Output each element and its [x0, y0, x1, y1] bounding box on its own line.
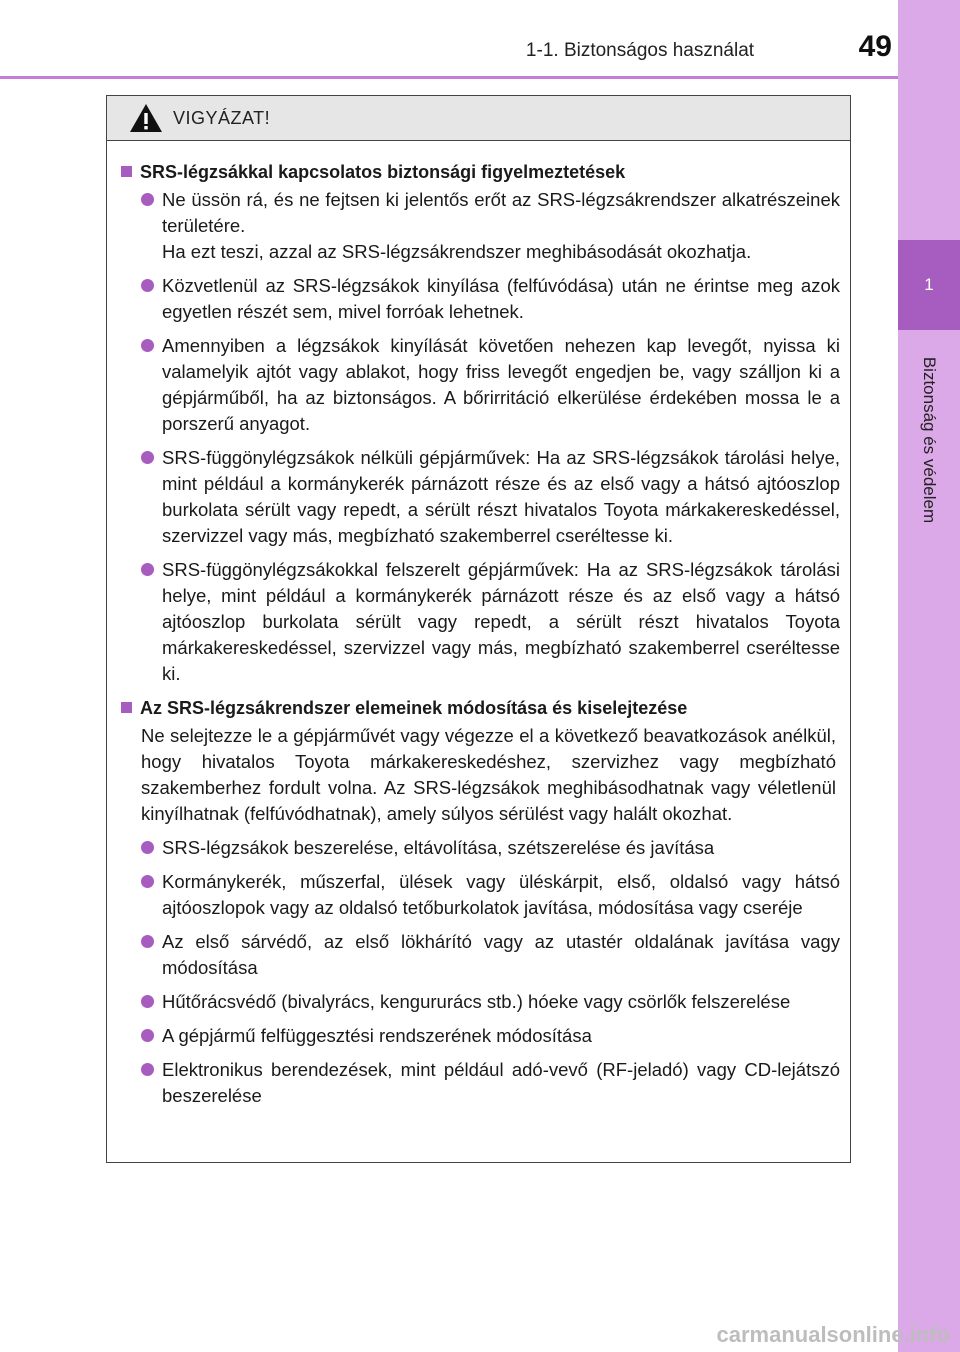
page-number: 49	[858, 30, 892, 63]
square-bullet-icon	[121, 166, 132, 177]
list-item-text	[162, 989, 840, 1015]
list-item-text	[162, 445, 840, 549]
list-item	[141, 445, 840, 549]
round-bullet-icon	[141, 841, 154, 854]
chapter-side-tab	[898, 0, 960, 1352]
round-bullet-icon	[141, 563, 154, 576]
round-bullet-icon	[141, 995, 154, 1008]
list-item-line: SRS-függönylégzsákok nélküli gépjárművek: Ha az SRS-légzsákok tárolási helye, mint például a kormánykerék párnázott része és az első vagy a hátsó ajtóoszlop burkolata sérült vagy repedt, a sérült részt hivatalos Toyota márkakereskedéssel, szervizzel vagy más, megbízható szakemberrel cseréltesse ki.	[162, 447, 840, 546]
round-bullet-icon	[141, 339, 154, 352]
section-heading	[121, 695, 840, 721]
list-item	[141, 187, 840, 265]
round-bullet-icon	[141, 1029, 154, 1042]
header-rule	[0, 76, 898, 79]
list-item-text	[162, 835, 840, 861]
list-item-line: Közvetlenül az SRS-légzsákok kinyílása (felfúvódása) után ne érintse meg azok egyetlen részét sem, mivel forróak lehetnek.	[162, 275, 840, 322]
list-item-line: SRS-függönylégzsákokkal felszerelt gépjárművek: Ha az SRS-légzsákok tárolási helye, mint például a kormánykerék párnázott része és az első vagy a hátsó ajtóoszlop burkolata sérült vagy repedt, a sérült részt hivatalos Toyota márkakereskedéssel, szervizzel vagy más, megbízható szakemberrel cseréltesse ki.	[162, 559, 840, 684]
list-item-line: Amennyiben a légzsákok kinyílását követően nehezen kap levegőt, nyissa ki valamelyik ajtót vagy ablakot, hogy friss levegőt engedjen be, vagy szálljon ki a gépjárműből, ha az biztonságos. A bőrirritáció elkerülése érdekében mossa le a porszerű anyagot.	[162, 335, 840, 434]
square-bullet-icon	[121, 702, 132, 713]
list-item-line: Ne üssön rá, és ne fejtsen ki jelentős erőt az SRS-légzsákrendszer alkatrészeinek területére.	[162, 189, 840, 236]
list-item-line: Az első sárvédő, az első lökhárító vagy az utastér oldalának javítása vagy módosítása	[162, 931, 840, 978]
list-item-line: Ha ezt teszi, azzal az SRS-légzsákrendszer meghibásodását okozhatja.	[162, 241, 752, 262]
list-item	[141, 1023, 840, 1049]
list-item-text	[162, 1057, 840, 1109]
round-bullet-icon	[141, 279, 154, 292]
chapter-number-tab[interactable]: 1	[898, 240, 960, 330]
section-heading	[121, 159, 840, 185]
watermark: carmanualsonline.info	[716, 1322, 950, 1347]
list-item	[141, 273, 840, 325]
caution-box	[106, 95, 851, 1163]
list-item	[141, 869, 840, 921]
list-item-text	[162, 273, 840, 325]
list-item-line: Elektronikus berendezések, mint például adó-vevő (RF-jeladó) vagy CD-lejátszó beszerelése	[162, 1059, 840, 1106]
list-item-text	[162, 557, 840, 687]
section-heading-text: SRS-légzsákkal kapcsolatos biztonsági figyelmeztetések	[140, 162, 626, 182]
warning-triangle-icon	[129, 103, 163, 133]
section-paragraph: Ne selejtezze le a gépjárművét vagy végezze el a következő beavatkozások anélkül, hogy hivatalos Toyota márkakereskedéshez, szervizhez vagy megbízható szakemberhez fordult volna. Az SRS-légzsákok meghibásodhatnak vagy véletlenül kinyílhatnak (felfúvódhatnak), amely súlyos sérülést vagy halált okozhat.	[141, 725, 836, 824]
round-bullet-icon	[141, 193, 154, 206]
round-bullet-icon	[141, 451, 154, 464]
round-bullet-icon	[141, 935, 154, 948]
list-item-text	[162, 869, 840, 921]
section-heading-text: Az SRS-légzsákrendszer elemeinek módosítása és kiselejtezése	[140, 698, 688, 718]
caution-title: VIGYÁZAT!	[173, 107, 271, 128]
section-title: 1-1. Biztonságos használat	[525, 40, 755, 61]
chapter-label: Biztonság és védelem	[920, 356, 939, 524]
caution-header	[107, 96, 850, 141]
caution-body	[107, 141, 850, 1109]
list-item	[141, 557, 840, 687]
list-item	[141, 333, 840, 437]
list-item-text	[162, 187, 840, 265]
list-item-line: Kormánykerék, műszerfal, ülések vagy üléskárpit, első, oldalsó vagy hátsó ajtóoszlopok vagy az oldalsó tetőburkolatok javítása, módosítása vagy cseréje	[162, 871, 840, 918]
list-item	[141, 929, 840, 981]
list-item	[141, 835, 840, 861]
round-bullet-icon	[141, 875, 154, 888]
round-bullet-icon	[141, 1063, 154, 1076]
list-item	[141, 989, 840, 1015]
list-item-text	[162, 333, 840, 437]
list-item-text	[162, 1023, 840, 1049]
list-item	[141, 1057, 840, 1109]
list-item-text	[162, 929, 840, 981]
list-item-line: Hűtőrácsvédő (bivalyrács, kengururács stb.) hóeke vagy csörlők felszerelése	[162, 991, 791, 1012]
list-item-line: SRS-légzsákok beszerelése, eltávolítása, szétszerelése és javítása	[162, 837, 715, 858]
list-item-line: A gépjármű felfüggesztési rendszerének módosítása	[162, 1025, 592, 1046]
